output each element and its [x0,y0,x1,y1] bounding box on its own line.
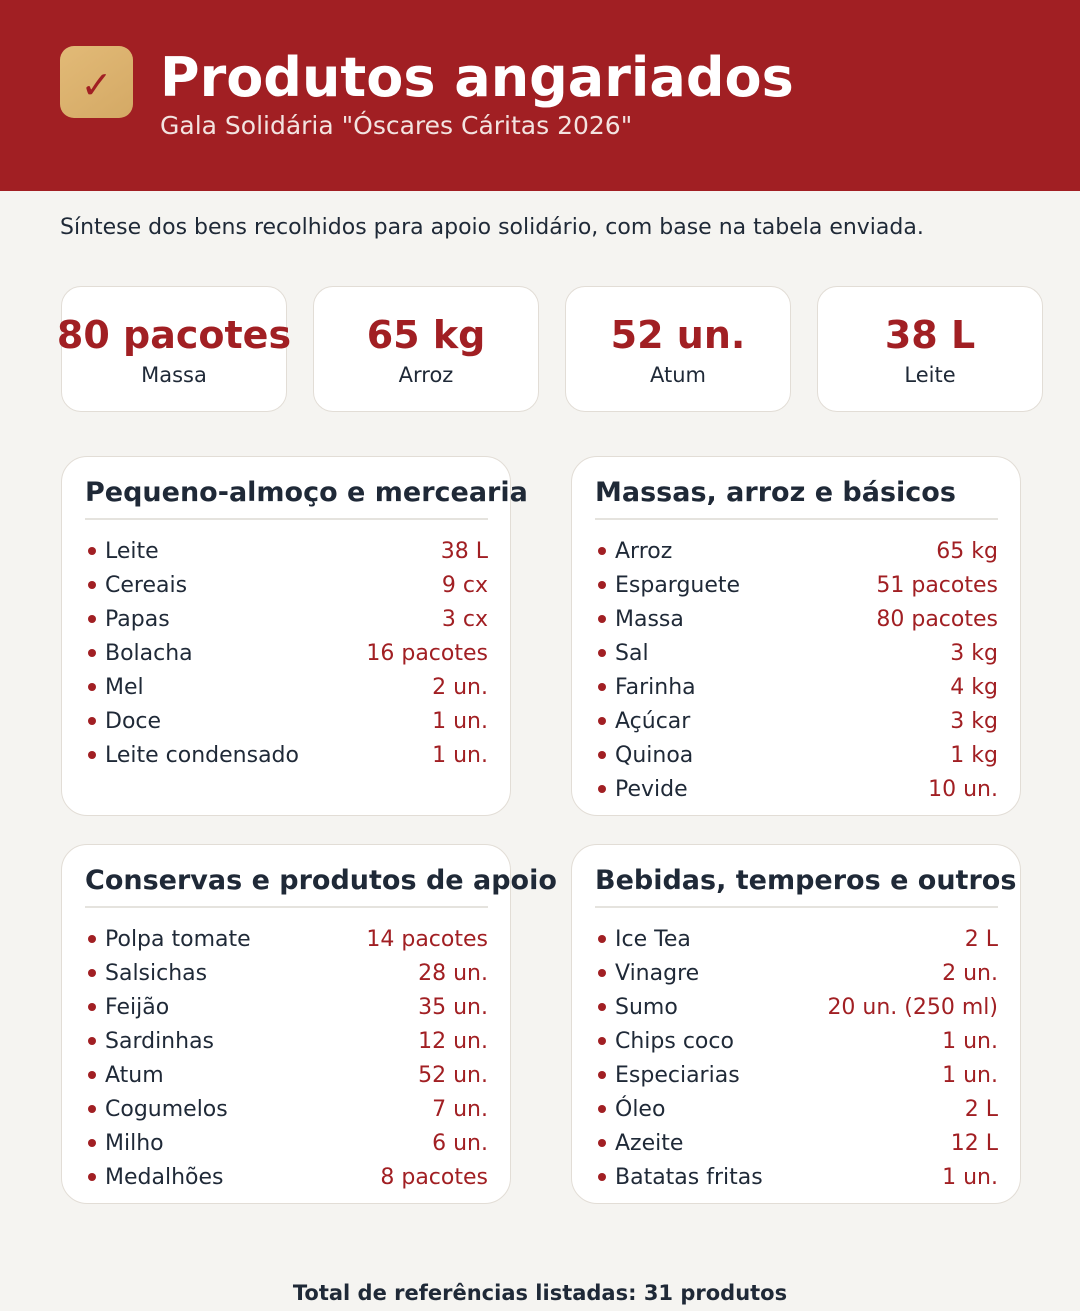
item-quantity: 12 L [950,1131,998,1156]
list-item [595,1061,998,1095]
item-name: Batatas fritas [615,1165,763,1190]
stat-label: Atum [650,363,706,387]
bullet-dot-icon [88,1037,96,1045]
stat-card [565,286,791,412]
category-card [571,456,1021,816]
item-quantity: 9 cx [441,573,488,598]
bullet-dot-icon [598,1173,606,1181]
bullet-dot-icon [88,683,96,691]
item-name: Cereais [105,573,188,598]
item-quantity: 52 un. [418,1063,488,1088]
item-name: Ice Tea [615,927,691,952]
bullet-dot-icon [88,1139,96,1147]
bullet-dot-icon [88,649,96,657]
card-divider [85,906,488,908]
item-quantity: 80 pacotes [876,607,998,632]
item-quantity: 51 pacotes [876,573,998,598]
card-title: Pequeno-almoço e mercearia [85,477,528,508]
item-name: Esparguete [615,573,741,598]
check-icon: ✓ [80,63,113,107]
item-quantity: 2 L [964,1097,998,1122]
item-quantity: 1 un. [942,1165,998,1190]
list-item [85,925,488,959]
item-quantity: 28 un. [418,961,488,986]
list-item [85,1095,488,1129]
stat-value: 80 pacotes [56,313,292,357]
bullet-dot-icon [88,751,96,759]
bullet-dot-icon [88,581,96,589]
bullet-dot-icon [88,1173,96,1181]
list-item [85,571,488,605]
list-item [595,775,998,809]
card-title: Conservas e produtos de apoio [85,865,557,896]
logo-badge [60,46,133,118]
intro-text: Síntese dos bens recolhidos para apoio solidário, com base na tabela enviada. [60,215,924,240]
list-item [85,707,488,741]
list-item [595,571,998,605]
item-name: Azeite [615,1131,684,1156]
item-quantity: 1 un. [942,1063,998,1088]
item-quantity: 1 un. [942,1029,998,1054]
card-title: Bebidas, temperos e outros [595,865,1017,896]
item-name: Açúcar [615,709,691,734]
item-quantity: 14 pacotes [366,927,488,952]
item-name: Papas [105,607,170,632]
list-item [85,673,488,707]
bullet-dot-icon [598,935,606,943]
card-title: Massas, arroz e básicos [595,477,956,508]
stat-label: Massa [141,363,207,387]
list-item [85,1163,488,1197]
stat-value: 38 L [884,313,976,357]
list-item [595,1027,998,1061]
item-quantity: 35 un. [418,995,488,1020]
stat-value: 52 un. [610,313,746,357]
item-name: Leite condensado [105,743,299,768]
page-header [0,0,1080,191]
item-quantity: 3 cx [441,607,488,632]
list-item [595,1095,998,1129]
stat-card [313,286,539,412]
bullet-dot-icon [88,1105,96,1113]
bullet-dot-icon [598,1105,606,1113]
item-name: Sardinhas [105,1029,215,1054]
item-name: Bolacha [105,641,193,666]
list-item [595,673,998,707]
list-item [595,959,998,993]
item-quantity: 3 kg [950,709,998,734]
bullet-dot-icon [598,683,606,691]
item-name: Sal [615,641,649,666]
item-name: Massa [615,607,684,632]
bullet-dot-icon [598,1139,606,1147]
bullet-dot-icon [88,1071,96,1079]
item-quantity: 65 kg [936,539,998,564]
list-item [85,993,488,1027]
bullet-dot-icon [598,581,606,589]
item-quantity: 12 un. [418,1029,488,1054]
item-name: Óleo [615,1097,666,1122]
list-item [595,1129,998,1163]
bullet-dot-icon [598,547,606,555]
list-item [595,707,998,741]
item-quantity: 16 pacotes [366,641,488,666]
bullet-dot-icon [598,785,606,793]
list-item [595,605,998,639]
stat-label: Leite [904,363,956,387]
item-name: Salsichas [105,961,208,986]
item-quantity: 1 un. [432,743,488,768]
item-name: Polpa tomate [105,927,251,952]
list-item [85,1061,488,1095]
item-name: Farinha [615,675,696,700]
bullet-dot-icon [88,935,96,943]
list-item [595,925,998,959]
item-list [85,925,488,1197]
bullet-dot-icon [598,615,606,623]
bullet-dot-icon [598,751,606,759]
item-quantity: 8 pacotes [380,1165,488,1190]
item-name: Cogumelos [105,1097,228,1122]
item-name: Leite [105,539,159,564]
bullet-dot-icon [88,547,96,555]
list-item [85,741,488,775]
item-name: Mel [105,675,144,700]
list-item [595,639,998,673]
stat-card [817,286,1043,412]
page-subtitle: Gala Solidária "Óscares Cáritas 2026" [160,111,633,140]
bullet-dot-icon [598,969,606,977]
card-divider [595,906,998,908]
item-name: Arroz [615,539,673,564]
card-divider [85,518,488,520]
item-name: Medalhões [105,1165,224,1190]
list-item [595,537,998,571]
item-name: Chips coco [615,1029,734,1054]
page-title: Produtos angariados [160,46,794,109]
category-card [61,844,557,1204]
item-name: Vinagre [615,961,700,986]
total-summary: Total de referências listadas: 31 produtos [292,1281,788,1305]
list-item [85,639,488,673]
item-list [85,537,488,775]
bullet-dot-icon [598,717,606,725]
item-quantity: 20 un. (250 ml) [827,995,998,1020]
bullet-dot-icon [598,1037,606,1045]
item-quantity: 3 kg [950,641,998,666]
list-item [85,537,488,571]
item-name: Quinoa [615,743,694,768]
list-item [85,959,488,993]
bullet-dot-icon [598,1071,606,1079]
list-item [85,1129,488,1163]
item-list [595,537,998,809]
item-name: Sumo [615,995,678,1020]
item-quantity: 10 un. [928,777,998,802]
bullet-dot-icon [88,615,96,623]
list-item [595,741,998,775]
item-name: Pevide [615,777,688,802]
item-quantity: 4 kg [950,675,998,700]
item-name: Atum [105,1063,164,1088]
category-card [61,456,528,816]
item-quantity: 1 un. [432,709,488,734]
item-quantity: 7 un. [432,1097,488,1122]
item-name: Feijão [105,995,170,1020]
item-quantity: 2 un. [432,675,488,700]
bullet-dot-icon [88,1003,96,1011]
stat-label: Arroz [398,363,454,387]
bullet-dot-icon [88,717,96,725]
item-quantity: 2 un. [942,961,998,986]
item-quantity: 2 L [964,927,998,952]
bullet-dot-icon [88,969,96,977]
card-divider [595,518,998,520]
item-quantity: 6 un. [432,1131,488,1156]
category-card [571,844,1021,1204]
bullet-dot-icon [598,1003,606,1011]
item-name: Milho [105,1131,164,1156]
item-list [595,925,998,1197]
list-item [85,1027,488,1061]
list-item [85,605,488,639]
item-quantity: 1 kg [950,743,998,768]
bullet-dot-icon [598,649,606,657]
item-name: Doce [105,709,162,734]
stat-value: 65 kg [366,313,486,357]
list-item [595,1163,998,1197]
item-name: Especiarias [615,1063,740,1088]
stat-card [56,286,292,412]
item-quantity: 38 L [440,539,488,564]
list-item [595,993,998,1027]
